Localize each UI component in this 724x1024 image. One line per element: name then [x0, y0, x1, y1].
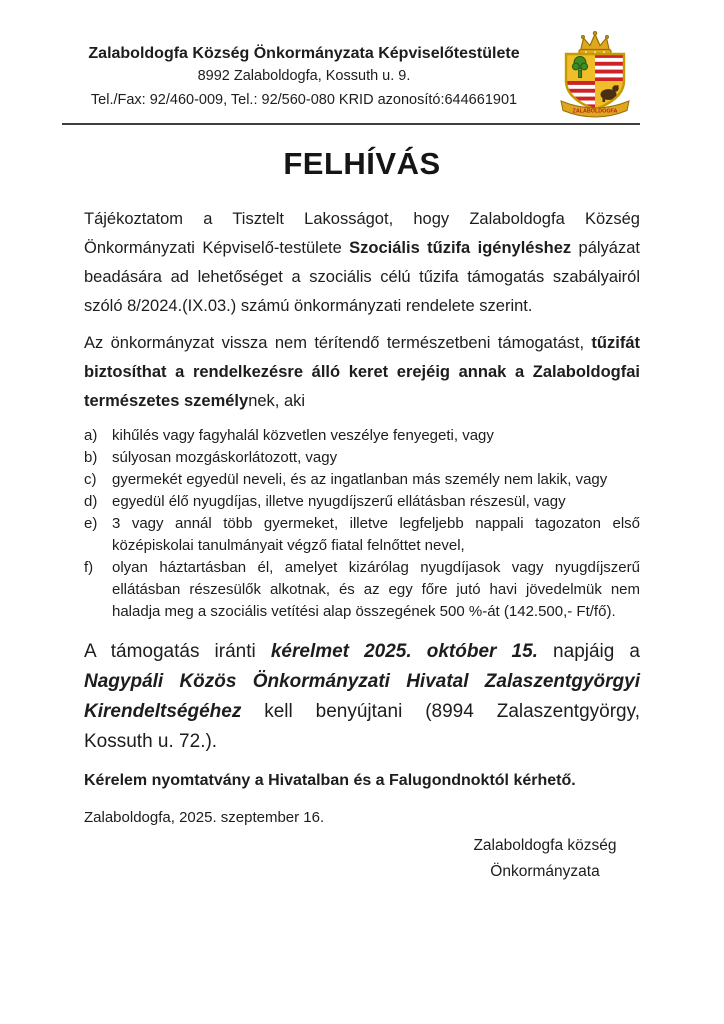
closing-paragraph: Kérelem nyomtatvány a Hivatalban és a Falugondnoktól kérhető.	[84, 772, 576, 789]
list-item-text: 3 vagy annál több gyermeket, illetve legfeljebb nappali tagozaton első középiskolai tanulmányait végző fiatal felnőttet nevel,	[112, 515, 640, 554]
list-item-marker: e)	[84, 515, 98, 532]
signature-block	[445, 833, 645, 885]
list-item-marker: a)	[84, 427, 98, 444]
list-item-text: súlyosan mozgáskorlátozott, vagy	[112, 449, 338, 466]
support-paragraph: Az önkormányzat vissza nem térítendő természetbeni támogatást, tűzifát biztosíthat a rendelkezésre álló keret erejéig annak a Zalaboldogfai természetes személynek, aki	[84, 334, 640, 410]
list-item-marker: c)	[84, 471, 97, 488]
list-item	[84, 491, 640, 513]
list-item-text: kihűlés vagy fagyhalál közvetlen veszélye fenyegeti, vagy	[112, 427, 494, 444]
list-item	[84, 557, 640, 623]
list-item	[84, 513, 640, 557]
list-item-text: gyermekét egyedül neveli, és az ingatlanban más személy nem lakik, vagy	[112, 471, 608, 488]
criteria-list	[84, 425, 640, 623]
list-item	[84, 425, 640, 447]
org-name: Zalaboldogfa Község Önkormányzata Képviselőtestülete	[88, 45, 520, 62]
list-item-marker: f)	[84, 559, 94, 576]
coat-of-arms-icon	[553, 31, 637, 123]
header-divider	[62, 123, 640, 125]
list-item-marker: d)	[84, 493, 98, 510]
letterhead	[84, 42, 524, 112]
list-item-text: olyan háztartásban él, amelyet kizárólag nyugdíjasok vagy nyugdíjszerű ellátásban részesülők alkotnak, és az egy főre jutó havi jövedelmük nem haladja meg a szociális vetítési alap összegének 500 %-át (142.500,- Ft/fő).	[112, 559, 640, 620]
list-item-text: egyedül élő nyugdíjas, illetve nyugdíjszerű ellátásban részesül, vagy	[112, 493, 566, 510]
signature-line-1: Zalaboldogfa község	[473, 837, 617, 854]
org-address: 8992 Zalaboldogfa, Kossuth u. 9.	[197, 68, 411, 84]
signature-line-2: Önkormányzata	[490, 863, 600, 880]
list-item-marker: b)	[84, 449, 98, 466]
dateline: Zalaboldogfa, 2025. szeptember 16.	[84, 809, 325, 826]
document-body	[84, 146, 640, 885]
list-item	[84, 447, 640, 469]
coat-banner-text: ZALABOLDOGFA	[572, 108, 618, 115]
org-contact: Tel./Fax: 92/460-009, Tel.: 92/560-080 KRID azonosító:644661901	[90, 91, 518, 108]
intro-paragraph: Tájékoztatom a Tisztelt Lakosságot, hogy Zalaboldogfa Község Önkormányzati Képviselő-testülete Szociális tűzifa igényléshez pályázat beadására ad lehetőséget a szociális célú tűzifa támogatás szabályairól szóló 8/2024.(IX.03.) számú önkormányzati rendelete szerint.	[84, 210, 640, 315]
page-title: FELHÍVÁS	[283, 146, 441, 181]
deadline-paragraph: A támogatás iránti kérelmet 2025. október 15. napjáig a Nagypáli Közös Önkormányzati Hivatal Zalaszentgyörgyi Kirendeltségéhez kell benyújtani (8994 Zalaszentgyörgy, Kossuth u. 72.).	[84, 641, 640, 752]
list-item	[84, 469, 640, 491]
